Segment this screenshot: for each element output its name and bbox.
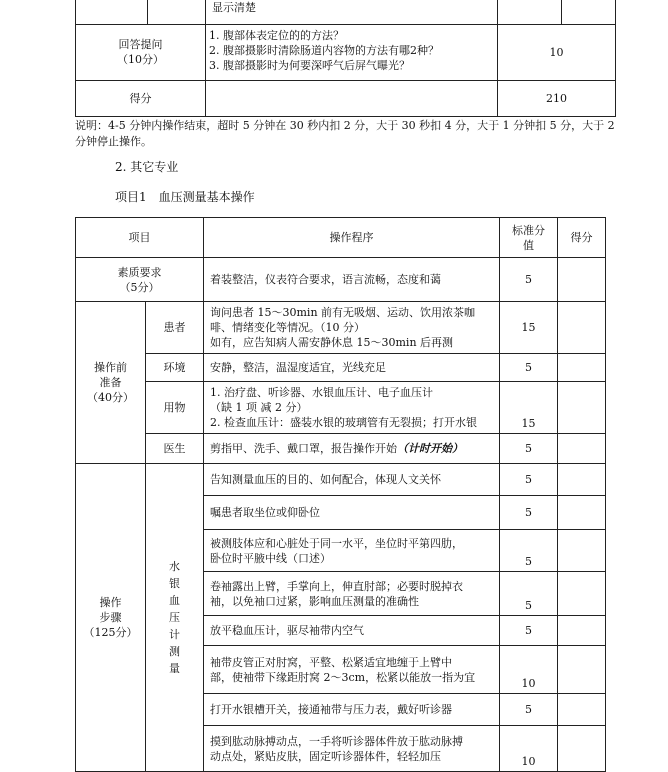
qa-questions <box>206 24 498 80</box>
step-std-8: 10 <box>500 726 558 772</box>
step-line: 卧位时平腋中线（口述） <box>210 551 331 565</box>
env-label: 环境 <box>146 354 204 382</box>
step-line: 部，使袖带下缘距肘窝 2～3cm，松紧以能放一指为宜 <box>210 670 476 684</box>
header-std <box>500 218 558 258</box>
step-std-4: 5 <box>500 572 558 616</box>
header-procedure: 操作程序 <box>204 218 500 258</box>
header-item: 项目 <box>76 218 204 258</box>
patient-line: 啡、情绪变化等情况。（10 分） <box>210 321 365 334</box>
quality-label: 素质要求 <box>117 265 162 279</box>
note-text: 说明：4-5 分钟内操作结束，超时 5 分钟在 30 秒内扣 2 分，大于 30 秒扣 4 分，大于 1 分钟扣 5 分，大于 2 分钟停止操作。 <box>75 119 615 148</box>
step-std-7: 5 <box>500 694 558 726</box>
qa-score: 10 <box>498 24 616 80</box>
patient-std: 15 <box>500 302 558 354</box>
step-line: 放平稳血压计，驱尽袖带内空气 <box>210 624 364 637</box>
step-line: 袖，以免袖口过紧，影响血压测量的准确性 <box>210 594 419 608</box>
doctor-emph: （计时开始） <box>397 442 463 455</box>
patient-label: 患者 <box>146 302 204 354</box>
step-score-5 <box>558 616 606 646</box>
step-score-1 <box>558 464 606 496</box>
step-score-6 <box>558 646 606 694</box>
top-cell-std <box>498 0 562 24</box>
top-table <box>75 0 616 117</box>
qa-question: 2. 腹部摄影时清除肠道内容物的方法有哪2种？ <box>209 43 439 57</box>
supplies-line: 2. 检查血压计：盛装水银的玻璃管有无裂损；打开水银 <box>210 416 477 429</box>
step-row-8 <box>204 726 500 772</box>
qa-question: 3. 腹部摄影时为何要深呼气后屏气曝光？ <box>209 58 410 72</box>
total-score: 210 <box>498 80 616 116</box>
quality-std: 5 <box>500 258 558 302</box>
patient-line: 如有，应告知病人需安静休息 15～30min 后再测 <box>210 336 454 349</box>
step-score-7 <box>558 694 606 726</box>
step-line: 告知测量血压的目的、如何配合，体现人文关怀 <box>210 473 441 486</box>
supplies-label: 用物 <box>146 382 204 434</box>
step-row-7 <box>204 694 500 726</box>
step-row-3 <box>204 530 500 572</box>
env-score <box>558 354 606 382</box>
total-label: 得分 <box>76 80 206 116</box>
quality-score <box>558 258 606 302</box>
env-text: 安静，整洁，温湿度适宜，光线充足 <box>204 354 500 382</box>
prep-label: 操作前准备 <box>94 361 127 389</box>
header-score: 得分 <box>558 218 606 258</box>
supplies-text <box>204 382 500 434</box>
step-row-1 <box>204 464 500 496</box>
prep-points: （40分） <box>87 391 134 404</box>
main-table <box>75 217 606 772</box>
quality-label-cell <box>76 258 204 302</box>
doctor-score <box>558 434 606 464</box>
project-title: 项目1 血压测量基本操作 <box>115 190 255 204</box>
header-std-text: 标准分值 <box>512 223 545 252</box>
quality-points: （5分） <box>119 280 160 294</box>
total-blank <box>206 80 498 116</box>
step-row-6 <box>204 646 500 694</box>
top-cell-left <box>76 0 148 24</box>
doctor-label: 医生 <box>146 434 204 464</box>
step-std-6: 10 <box>500 646 558 694</box>
top-cell-score <box>562 0 616 24</box>
steps-sub-label: 水银血压计测量 <box>169 560 180 675</box>
step-line: 被测肢体应和心脏处于同一水平，坐位时平第四肋， <box>210 536 463 550</box>
steps-sub-label-cell <box>146 464 204 772</box>
qa-points: （10分） <box>117 53 164 66</box>
steps-points: （125分） <box>83 626 138 639</box>
step-row-5 <box>204 616 500 646</box>
step-std-3: 5 <box>500 530 558 572</box>
step-std-1: 5 <box>500 464 558 496</box>
doctor-std: 5 <box>500 434 558 464</box>
step-std-5: 5 <box>500 616 558 646</box>
supplies-line: （缺 1 项 减 2 分） <box>210 401 308 414</box>
step-line: 摸到肱动脉搏动点，一手将听诊器体件放于肱动脉搏 <box>210 734 463 748</box>
steps-label-cell <box>76 464 146 772</box>
step-row-2 <box>204 496 500 530</box>
step-std-2: 5 <box>500 496 558 530</box>
step-row-4 <box>204 572 500 616</box>
patient-line: 询问患者 15～30min 前有无吸烟、运动、饮用浓茶咖 <box>210 306 476 319</box>
step-line: 打开水银槽开关，接通袖带与压力表，戴好听诊器 <box>210 703 452 716</box>
doctor-text: 剪指甲、洗手、戴口罩，报告操作开始 <box>210 442 397 455</box>
patient-text <box>204 302 500 354</box>
qa-label-cell <box>76 24 206 80</box>
top-cell-mid <box>148 0 206 24</box>
section-title: 2. 其它专业 <box>115 160 179 174</box>
qa-label: 回答提问 <box>118 38 163 51</box>
supplies-std: 15 <box>500 382 558 434</box>
quality-text: 着装整洁，仪表符合要求，语言流畅，态度和蔼 <box>204 258 500 302</box>
step-line: 袖带皮管正对肘窝，平整、松紧适宜地缠于上臂中 <box>210 655 452 669</box>
step-score-2 <box>558 496 606 530</box>
step-score-4 <box>558 572 606 616</box>
step-line: 嘱患者取坐位或仰卧位 <box>210 506 320 519</box>
step-line: 卷袖露出上臂，手掌向上，伸直肘部；必要时脱掉衣 <box>210 579 463 593</box>
steps-label: 操作步骤 <box>99 596 122 624</box>
prep-label-cell <box>76 302 146 464</box>
step-score-8 <box>558 726 606 772</box>
patient-score <box>558 302 606 354</box>
supplies-line: 1. 治疗盘、听诊器、水银血压计、电子血压计 <box>210 386 433 399</box>
step-score-3 <box>558 530 606 572</box>
doctor-text-cell <box>204 434 500 464</box>
supplies-score <box>558 382 606 434</box>
partial-row-text: 显示清楚 <box>206 0 498 24</box>
step-line: 动点处，紧贴皮肤，固定听诊器体件，轻轻加压 <box>210 749 441 763</box>
qa-question: 1. 腹部体表定位的的方法？ <box>209 28 344 42</box>
env-std: 5 <box>500 354 558 382</box>
